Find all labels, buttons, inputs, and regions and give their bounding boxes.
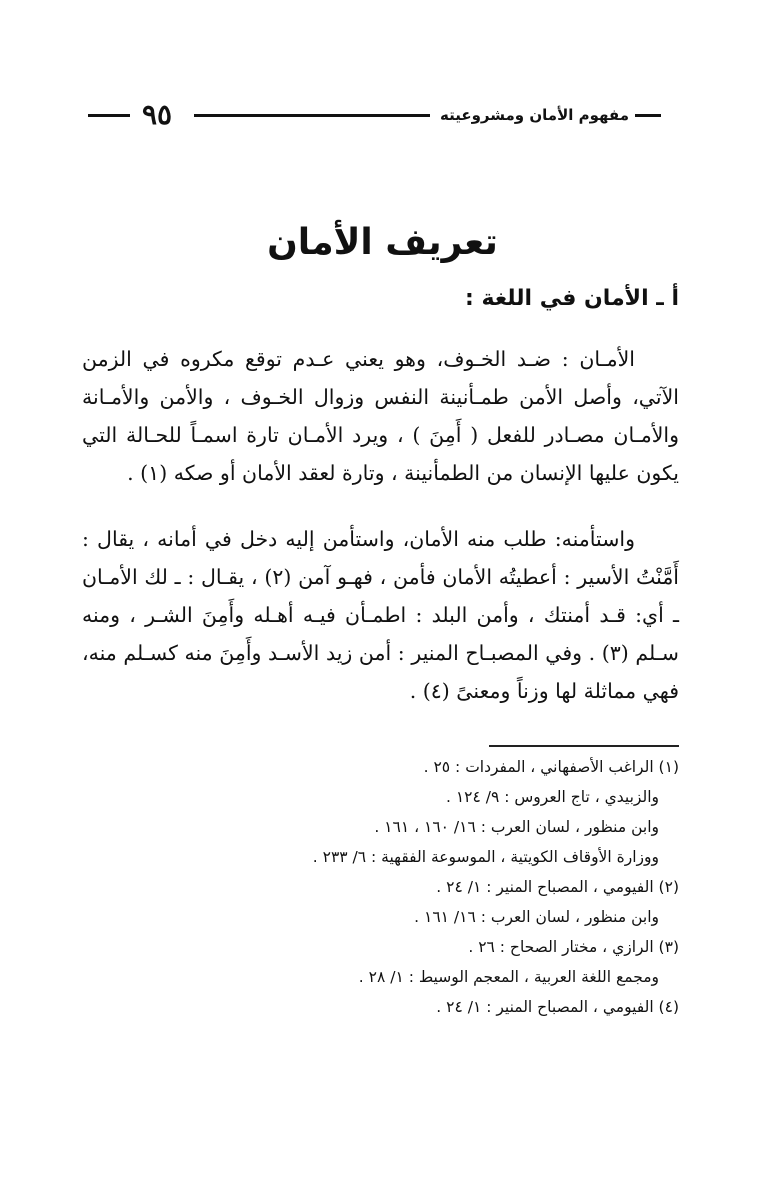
- header-rule-middle: [194, 114, 430, 117]
- footnote-line: (١) الراغب الأصفهاني ، المفردات : ٢٥ .: [423, 758, 679, 776]
- page-number: ٩٥: [142, 98, 173, 131]
- footnote-line: ووزارة الأوقاف الكويتية ، الموسوعة الفقهية : ٦/ ٢٣٣ .: [312, 848, 659, 866]
- running-head: مفهوم الأمان ومشروعيته: [440, 106, 629, 124]
- paragraph-2: [82, 520, 679, 710]
- footnote-line: (٢) الفيومي ، المصباح المنير : ١/ ٢٤ .: [436, 878, 679, 896]
- footnotes: [200, 752, 679, 1022]
- page-header: [88, 98, 661, 132]
- header-rule-left: [88, 114, 130, 117]
- footnote-separator: [489, 745, 679, 747]
- paragraph-text: الأمـان : ضـد الخـوف، وهو يعني عـدم توقع مكروه في الزمن الآتي، وأصل الأمن طمـأنينة النفس وزوال الخـوف ، والأمن والأمـانة والأمـان مصـادر للفعل ( أَمِنَ ) ، ويرد الأمـان تارة اسمـاً للحـالة التي يكون عليها الإنسان من الطمأنينة ، وتارة لعقد الأمان أو صكه (١) .: [82, 347, 679, 485]
- paragraph-text: واستأمنه: طلب منه الأمان، واستأمن إليه دخل في أمانه ، يقال : أَمَّنْتُ الأسير : أعطيتُه الأمان فأمن ، فهـو آمن (٢) ، يقـال : ـ لك الأمـان ـ أي: قـد أمنتك ، وأمن البلد : اطمـأن فيـه أهـله وأَمِنَ الشـر ، ومنه سـلم (٣) . وفي المصبـاح المنير : أمن زيد الأسـد وأَمِنَ منه كسـلم منه، فهي مماثلة لها وزناً ومعنىً (٤) .: [82, 527, 680, 703]
- footnote-line: والزبيدي ، تاج العروس : ٩/ ١٢٤ .: [445, 788, 659, 806]
- section-title: تعريف الأمان: [267, 222, 498, 263]
- footnote-line: (٤) الفيومي ، المصباح المنير : ١/ ٢٤ .: [436, 998, 679, 1016]
- paragraph-1: [82, 340, 679, 492]
- footnote-line: (٣) الرازي ، مختار الصحاح : ٢٦ .: [468, 938, 679, 956]
- footnote-line: وابن منظور ، لسان العرب : ١٦/ ١٦٠ ، ١٦١ .: [374, 818, 659, 836]
- footnote-line: ومجمع اللغة العربية ، المعجم الوسيط : ١/ ٢٨ .: [358, 968, 659, 986]
- header-rule-right: [635, 114, 661, 117]
- footnote-line: وابن منظور ، لسان العرب : ١٦/ ١٦١ .: [414, 908, 659, 926]
- subheading: أ ـ الأمان في اللغة :: [465, 286, 679, 311]
